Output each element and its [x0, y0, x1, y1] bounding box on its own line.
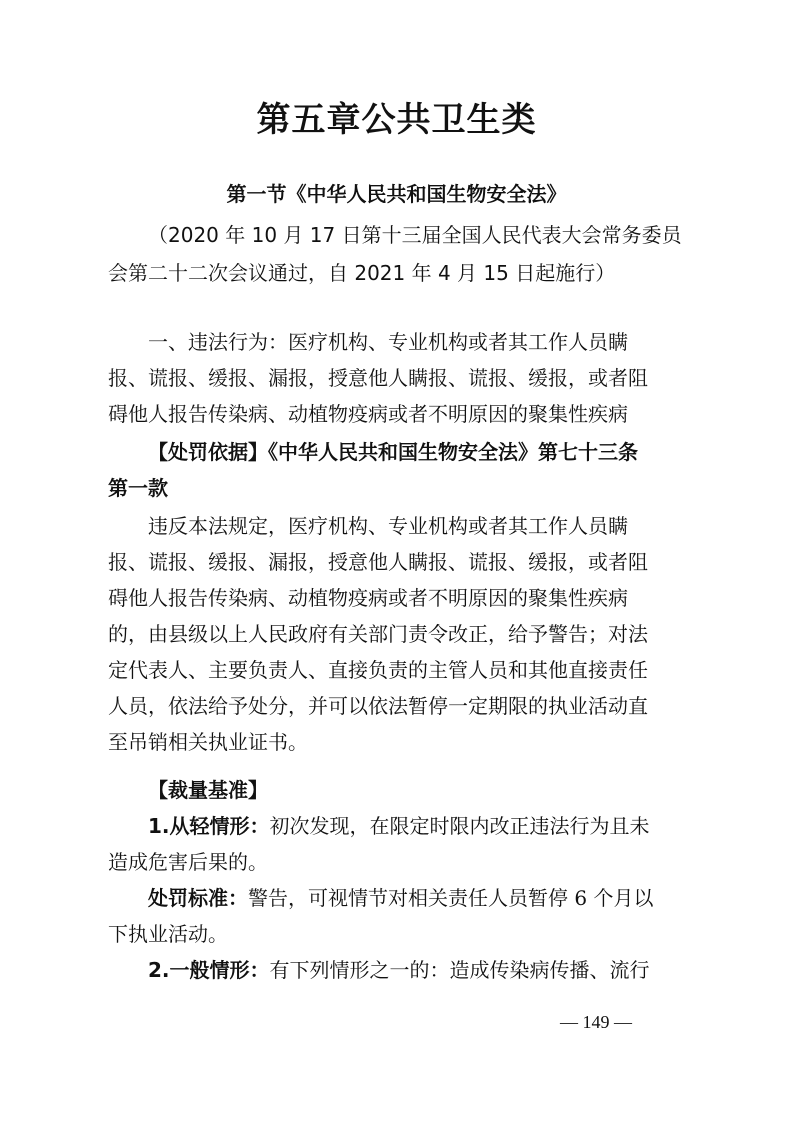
basis-text-line: 违反本法规定，医疗机构、专业机构或者其工作人员瞒 — [148, 514, 628, 538]
violation-line: 碍他人报告传染病、动植物疫病或者不明原因的聚集性疾病 — [108, 402, 628, 426]
basis-text-line: 碍他人报告传染病、动植物疫病或者不明原因的聚集性疾病 — [108, 586, 628, 610]
penalty-standard-label: 处罚标准： — [148, 886, 248, 910]
penalty-standard-line — [108, 880, 686, 916]
basis-text-line: 人员，依法给予处分，并可以依法暂停一定期限的执业活动直 — [108, 694, 648, 718]
violation-line: 报、谎报、缓报、漏报，授意他人瞒报、谎报、缓报，或者阻 — [108, 366, 648, 390]
penalty-basis-heading — [108, 434, 686, 506]
discretion-heading: 【裁量基准】 — [148, 778, 268, 802]
general-case-line — [108, 952, 686, 988]
penalty-basis-text — [108, 508, 686, 760]
law-enactment-note: （2020 年 10 月 17 日第十三届全国人民代表大会常务委员会第二十二次会议通过，自 2021 年 4 月 15 日起施行） — [108, 223, 682, 285]
page-number: — 149 — — [560, 1012, 632, 1032]
section-title: 第一节《中华人民共和国生物安全法》 — [226, 182, 567, 206]
basis-heading-line: 第一款 — [108, 476, 168, 500]
basis-text-line: 报、谎报、缓报、漏报，授意他人瞒报、谎报、缓报，或者阻 — [108, 550, 648, 574]
penalty-standard-line: 下执业活动。 — [108, 922, 228, 946]
lenient-case-text: 初次发现，在限定时限内改正违法行为且未 — [269, 814, 650, 838]
general-case-text: 有下列情形之一的：造成传染病传播、流行 — [269, 958, 650, 982]
basis-heading-line: 【处罚依据】《中华人民共和国生物安全法》第七十三条 — [148, 440, 638, 464]
violation-line: 一、违法行为：医疗机构、专业机构或者其工作人员瞒 — [148, 330, 628, 354]
discretion-section — [108, 772, 686, 988]
basis-text-line: 定代表人、主要负责人、直接负责的主管人员和其他直接责任 — [108, 658, 648, 682]
violation-paragraph — [108, 324, 686, 432]
basis-text-line: 至吊销相关执业证书。 — [108, 730, 308, 754]
lenient-case-line — [108, 808, 686, 844]
lenient-case-line: 造成危害后果的。 — [108, 850, 268, 874]
basis-text-line: 的，由县级以上人民政府有关部门责令改正，给予警告；对法 — [108, 622, 648, 646]
lenient-case-label: 1.从轻情形： — [148, 814, 270, 838]
penalty-standard-text: 警告，可视情节对相关责任人员暂停 6 个月以 — [248, 886, 654, 910]
general-case-label: 2.一般情形： — [148, 958, 270, 982]
chapter-title: 第五章公共卫生类 — [256, 100, 537, 140]
